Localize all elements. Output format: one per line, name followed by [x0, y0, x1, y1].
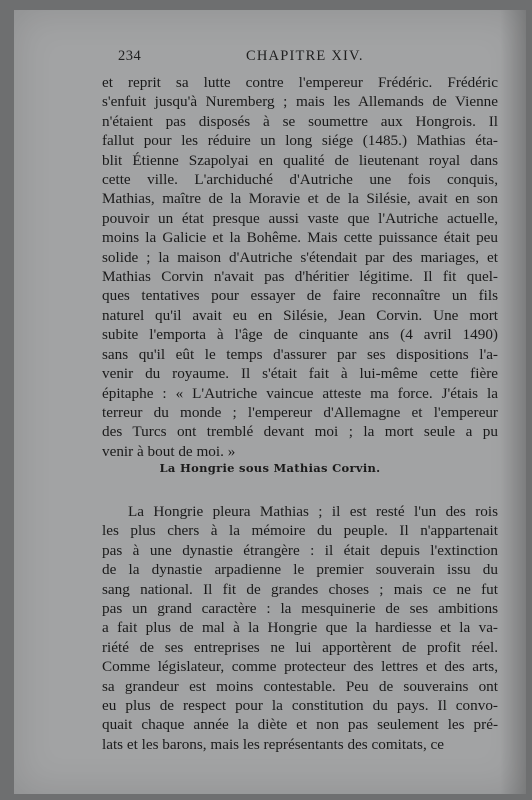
text-line: et reprit sa lutte contre l'empereur Frédéric. Frédéric	[102, 74, 498, 91]
text-line: blit Étienne Szapolyai en qualité de lieutenant royal dans	[102, 151, 498, 169]
text-line: Comme législateur, comme protecteur des lettres et des arts,	[102, 658, 498, 676]
text-line: sang national. Il fit de grandes choses ; mais ce ne fut	[102, 580, 498, 598]
text-line: de la dynastie arpadienne le premier souverain issu du	[102, 561, 498, 579]
text-line: ques tentatives pour essayer de faire reconnaître un fils	[102, 287, 498, 305]
text-line: venir à bout de moi. »	[102, 442, 236, 460]
text-line: s'enfuit jusqu'à Nuremberg ; mais les Allemands de Vienne	[102, 93, 498, 111]
page-number: 234	[118, 48, 142, 64]
text-line: pas un grand caractère : la mesquinerie de ses ambitions	[102, 600, 498, 618]
text-line: subite l'emporta à l'âge de cinquante ans (4 avril 1490)	[102, 326, 498, 344]
text-line: pas à une dynastie étrangère : il était depuis l'extinction	[102, 541, 498, 559]
text-line: cette ville. L'archiduché d'Autriche une fois conquis,	[102, 171, 498, 189]
text-line: n'étaient pas disposés à se soumettre aux Hongrois. Il	[102, 112, 498, 130]
text-line: Mathias Corvin n'avait pas d'héritier légitime. Il fit quel-	[102, 268, 498, 286]
text-line: lats et les barons, mais les représentants des comitats, ce	[102, 735, 445, 753]
text-line: sa grandeur est moins contestable. Peu de souverains ont	[102, 677, 498, 695]
text-line: riété de ses entreprises ne lui apportèrent de profit réel.	[102, 638, 498, 656]
text-line: venir du royaume. Il s'était fait à lui-même cette fière	[102, 365, 498, 383]
text-line: eu plus de respect pour la constitution du pays. Il convo-	[102, 697, 498, 715]
running-head: CHAPITRE XIV.	[246, 48, 364, 64]
text-line: fallut pour les réduire un long siége (1485.) Mathias éta-	[102, 132, 498, 150]
paragraph-2	[102, 502, 498, 754]
section-title: La Hongrie sous Mathias Corvin.	[159, 461, 381, 475]
text-line: a fait plus de mal à la Hongrie que la hardiesse et la va-	[102, 619, 498, 637]
text-line: terreur du monde ; l'empereur d'Allemagne et l'empereur	[102, 403, 498, 421]
page-header	[14, 48, 526, 68]
text-line: épitaphe : « L'Autriche vaincue atteste ma force. J'étais la	[102, 384, 498, 402]
text-line: naturel qu'il avait eu en Silésie, Jean Corvin. Une mort	[102, 306, 498, 324]
paragraph-1	[102, 73, 498, 461]
text-line: Mathias, maître de la Moravie et de la Silésie, avait en son	[102, 190, 498, 208]
text-line: sans qu'il eût le temps d'assurer par ses dispositions l'a-	[102, 345, 498, 363]
text-line: solide ; la maison d'Autriche s'étendait par des mariages, et	[102, 248, 498, 266]
text-line: quait chaque année la diète et non pas seulement les pré-	[102, 716, 498, 734]
text-line: les plus chers à la mémoire du peuple. Il n'appartenait	[102, 522, 498, 540]
text-line: La Hongrie pleura Mathias ; il est resté l'un des rois	[128, 503, 498, 520]
text-line: moins la Galicie et la Bohême. Mais cette puissance était peu	[102, 229, 498, 247]
book-page	[14, 10, 526, 794]
text-line: pouvoir un état presque aussi vaste que l'Autriche actuelle,	[102, 209, 498, 227]
text-line: des Turcs ont tremblé devant moi ; la mort seule a pu	[102, 423, 498, 441]
